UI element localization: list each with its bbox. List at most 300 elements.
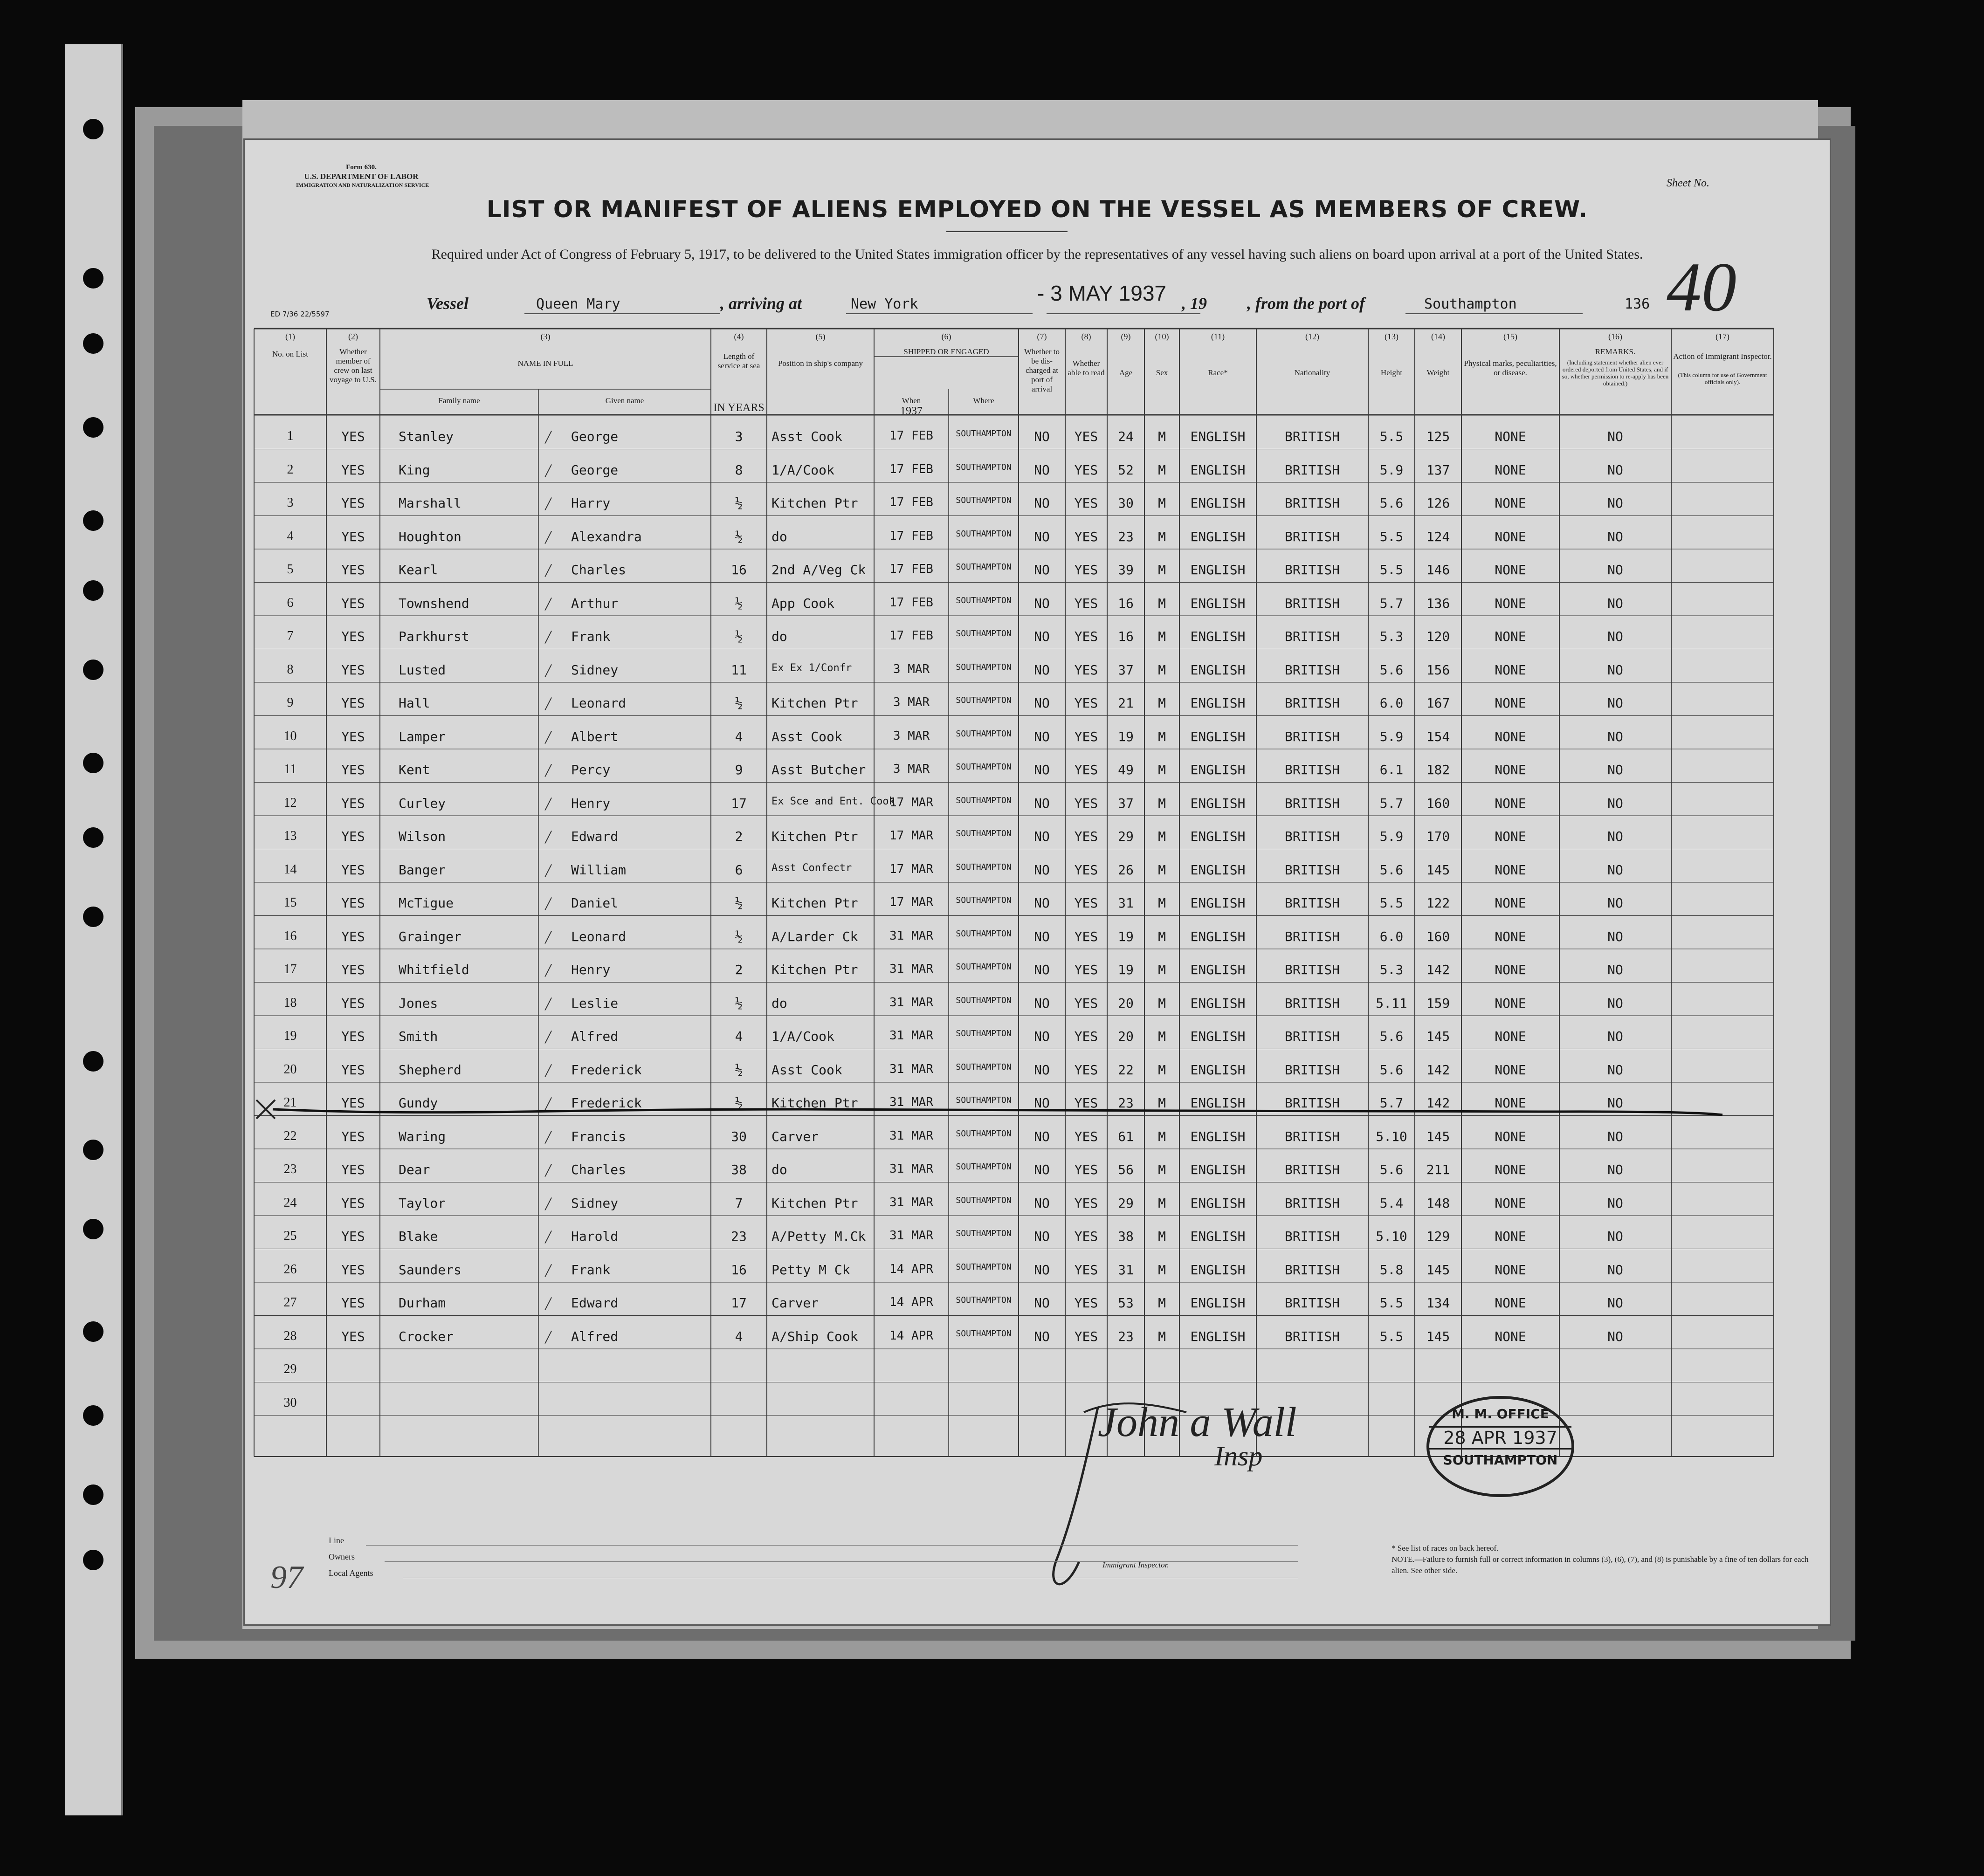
- family-name: King: [399, 462, 430, 478]
- family-name: Lamper: [399, 728, 446, 744]
- physical-marks: NONE: [1495, 1328, 1526, 1344]
- physical-marks: NONE: [1495, 928, 1526, 944]
- binder-hole: [83, 1140, 103, 1160]
- remarks: NO: [1607, 895, 1623, 911]
- check-mark: /: [545, 1293, 551, 1314]
- check-mark: /: [545, 560, 551, 581]
- shipped-place: SOUTHAMPTON: [956, 662, 1012, 672]
- service-years: 16: [731, 562, 747, 577]
- service-years: ½: [735, 1095, 743, 1111]
- row-number: 1: [287, 429, 294, 443]
- given-name: Arthur: [571, 595, 619, 611]
- shipped-place: SOUTHAMPTON: [956, 429, 1012, 439]
- check-mark: /: [545, 960, 551, 981]
- age: 26: [1118, 862, 1134, 878]
- race: ENGLISH: [1190, 762, 1246, 777]
- physical-marks: NONE: [1495, 595, 1526, 611]
- nationality: BRITISH: [1284, 962, 1340, 977]
- position: Asst Cook: [772, 429, 842, 444]
- remarks: NO: [1607, 1062, 1623, 1078]
- service-years: ½: [735, 495, 743, 511]
- position: Asst Confectr: [772, 862, 852, 874]
- remarks: NO: [1607, 728, 1623, 744]
- family-name: Smith: [399, 1029, 438, 1044]
- check-mark: /: [545, 760, 551, 781]
- binder-hole: [83, 268, 103, 289]
- shipped-place: SOUTHAMPTON: [956, 762, 1012, 772]
- shipped-place: SOUTHAMPTON: [956, 962, 1012, 972]
- remarks: NO: [1607, 595, 1623, 611]
- stamp-bottom: SOUTHAMPTON: [1443, 1452, 1558, 1468]
- age: 30: [1118, 495, 1134, 511]
- nationality: BRITISH: [1284, 429, 1340, 444]
- sex: M: [1158, 1062, 1166, 1078]
- shipped-place: SOUTHAMPTON: [956, 462, 1012, 472]
- shipped-date: 31 MAR: [889, 1229, 933, 1243]
- column-number: (4): [734, 332, 744, 341]
- nationality: BRITISH: [1284, 495, 1340, 511]
- check-mark: /: [545, 726, 551, 748]
- physical-marks: NONE: [1495, 1128, 1526, 1144]
- height: 5.10: [1376, 1229, 1407, 1244]
- shipped-date: 14 APR: [889, 1262, 933, 1276]
- discharged-flag: NO: [1034, 795, 1050, 811]
- page-title: LIST OR MANIFEST OF ALIENS EMPLOYED ON THE VESSEL AS MEMBERS OF CREW.: [486, 196, 1588, 223]
- weight: 160: [1426, 795, 1450, 811]
- physical-marks: NONE: [1495, 728, 1526, 744]
- shipped-date: 17 FEB: [889, 529, 933, 543]
- nationality: BRITISH: [1284, 995, 1340, 1011]
- stamp-date: 28 APR 1937: [1429, 1426, 1571, 1450]
- shipped-place: SOUTHAMPTON: [956, 862, 1012, 872]
- check-mark: /: [545, 1059, 551, 1081]
- weight: 146: [1426, 562, 1450, 577]
- physical-marks: NONE: [1495, 1229, 1526, 1244]
- can-read-flag: YES: [1074, 662, 1098, 678]
- family-name: Lusted: [399, 662, 446, 678]
- remarks: NO: [1607, 1029, 1623, 1044]
- shipped-date: 17 MAR: [889, 795, 933, 810]
- can-read-flag: YES: [1074, 529, 1098, 544]
- given-name: Harold: [571, 1229, 619, 1244]
- physical-marks: NONE: [1495, 495, 1526, 511]
- race: ENGLISH: [1190, 1162, 1246, 1177]
- crew-member-flag: YES: [341, 928, 365, 944]
- discharged-flag: NO: [1034, 662, 1050, 678]
- sex: M: [1158, 1328, 1166, 1344]
- given-name: Edward: [571, 829, 619, 844]
- crew-member-flag: YES: [341, 762, 365, 777]
- requirement-text: Required under Act of Congress of February 5, 1917, to be delivered to the United States immigration officer by the representatives of any vessel having such aliens on board upon arrival at a port of the United States.: [431, 247, 1643, 262]
- age: 22: [1118, 1062, 1134, 1078]
- given-name: Alfred: [571, 1029, 619, 1044]
- height: 5.4: [1379, 1195, 1404, 1211]
- manifest-sheet: [245, 140, 1830, 1624]
- column-number: (7): [1037, 332, 1047, 341]
- can-read-flag: YES: [1074, 695, 1098, 711]
- header-shipped: SHIPPED OR ENGAGED: [903, 347, 989, 356]
- nationality: BRITISH: [1284, 1095, 1340, 1111]
- can-read-flag: YES: [1074, 1295, 1098, 1311]
- race: ENGLISH: [1190, 829, 1246, 844]
- position: Kitchen Ptr: [772, 695, 858, 711]
- crew-member-flag: YES: [341, 1029, 365, 1044]
- physical-marks: NONE: [1495, 1095, 1526, 1111]
- race: ENGLISH: [1190, 1328, 1246, 1344]
- weight: 159: [1426, 995, 1450, 1011]
- remarks: NO: [1607, 429, 1623, 444]
- weight: 145: [1426, 1128, 1450, 1144]
- discharged-flag: NO: [1034, 1095, 1050, 1111]
- can-read-flag: YES: [1074, 1062, 1098, 1078]
- binder-hole: [83, 580, 103, 601]
- shipped-place: SOUTHAMPTON: [956, 495, 1012, 505]
- family-name: Kearl: [399, 562, 438, 577]
- column-number: (8): [1081, 332, 1091, 341]
- given-name: Alexandra: [571, 529, 642, 544]
- can-read-flag: YES: [1074, 562, 1098, 577]
- sex: M: [1158, 1195, 1166, 1211]
- shipped-place: SOUTHAMPTON: [956, 1195, 1012, 1205]
- weight: 145: [1426, 862, 1450, 878]
- check-mark: /: [545, 1126, 551, 1148]
- shipped-date: 31 MAR: [889, 1162, 933, 1176]
- service-years: ½: [735, 995, 743, 1011]
- row-number: 15: [283, 895, 297, 910]
- position: Petty M Ck: [772, 1262, 850, 1278]
- shipped-place: SOUTHAMPTON: [956, 728, 1012, 739]
- discharged-flag: NO: [1034, 895, 1050, 911]
- crew-member-flag: YES: [341, 629, 365, 644]
- nationality: BRITISH: [1284, 662, 1340, 678]
- discharged-flag: NO: [1034, 1162, 1050, 1177]
- binder-hole: [83, 1219, 103, 1239]
- physical-marks: NONE: [1495, 1062, 1526, 1078]
- service-years: 7: [735, 1195, 743, 1211]
- position: Kitchen Ptr: [772, 1195, 858, 1211]
- binder-hole: [83, 1484, 103, 1505]
- given-name: Charles: [571, 1162, 627, 1177]
- weight: 126: [1426, 495, 1450, 511]
- check-mark: /: [545, 1093, 551, 1114]
- physical-marks: NONE: [1495, 529, 1526, 544]
- height: 6.0: [1379, 928, 1404, 944]
- shipped-date: 17 MAR: [889, 895, 933, 909]
- height: 5.7: [1379, 795, 1404, 811]
- given-name: Frederick: [571, 1095, 642, 1111]
- discharged-flag: NO: [1034, 1062, 1050, 1078]
- race: ENGLISH: [1190, 595, 1246, 611]
- family-name: Kent: [399, 762, 430, 777]
- remarks: NO: [1607, 529, 1623, 544]
- shipped-date: 17 MAR: [889, 829, 933, 843]
- remarks: NO: [1607, 1229, 1623, 1244]
- shipped-date: 31 MAR: [889, 1195, 933, 1209]
- list-number: 136: [1625, 296, 1650, 312]
- row-number: 6: [287, 595, 294, 610]
- crew-member-flag: YES: [341, 562, 365, 577]
- family-name: Curley: [399, 795, 446, 811]
- race: ENGLISH: [1190, 895, 1246, 911]
- given-name: Percy: [571, 762, 611, 777]
- row-number: 5: [287, 562, 294, 577]
- discharged-flag: NO: [1034, 462, 1050, 478]
- family-name: Waring: [399, 1128, 446, 1144]
- race: ENGLISH: [1190, 629, 1246, 644]
- crew-member-flag: YES: [341, 995, 365, 1011]
- sex: M: [1158, 1128, 1166, 1144]
- remarks: NO: [1607, 1095, 1623, 1111]
- shipped-date: 14 APR: [889, 1295, 933, 1309]
- age: 53: [1118, 1295, 1134, 1311]
- height: 5.7: [1379, 1095, 1404, 1111]
- age: 16: [1118, 595, 1134, 611]
- can-read-flag: YES: [1074, 795, 1098, 811]
- service-years: ½: [735, 529, 743, 544]
- age: 56: [1118, 1162, 1134, 1177]
- position: Kitchen Ptr: [772, 1095, 858, 1111]
- row-number: 2: [287, 462, 294, 477]
- can-read-flag: YES: [1074, 995, 1098, 1011]
- given-name: Albert: [571, 728, 619, 744]
- binder-hole: [83, 417, 103, 438]
- column-number: (13): [1385, 332, 1398, 341]
- weight: 211: [1426, 1162, 1450, 1177]
- shipped-date: 31 MAR: [889, 1095, 933, 1109]
- can-read-flag: YES: [1074, 1095, 1098, 1111]
- nationality: BRITISH: [1284, 928, 1340, 944]
- discharged-flag: NO: [1034, 495, 1050, 511]
- race: ENGLISH: [1190, 529, 1246, 544]
- nationality: BRITISH: [1284, 1162, 1340, 1177]
- height: 5.5: [1379, 895, 1404, 911]
- header-age: Age: [1119, 368, 1133, 377]
- row-number: 22: [283, 1128, 297, 1143]
- family-name: Blake: [399, 1229, 438, 1244]
- nationality: BRITISH: [1284, 629, 1340, 644]
- header-position: Position in ship's company: [778, 359, 863, 368]
- shipped-place: SOUTHAMPTON: [956, 1128, 1012, 1139]
- header-race: Race*: [1208, 368, 1228, 377]
- nationality: BRITISH: [1284, 1328, 1340, 1344]
- binder-hole: [83, 1051, 103, 1072]
- remarks: NO: [1607, 762, 1623, 777]
- family-name: Wilson: [399, 829, 446, 844]
- inspector-label: Immigrant Inspector.: [1102, 1560, 1169, 1569]
- header-where: Where: [973, 396, 994, 405]
- row-number: 20: [283, 1062, 297, 1077]
- race: ENGLISH: [1190, 495, 1246, 511]
- row-number: 17: [283, 962, 297, 976]
- weight: 145: [1426, 1328, 1450, 1344]
- shipped-date: 17 FEB: [889, 495, 933, 509]
- shipped-date: 17 FEB: [889, 629, 933, 643]
- age: 29: [1118, 829, 1134, 844]
- can-read-flag: YES: [1074, 962, 1098, 977]
- discharged-flag: NO: [1034, 1262, 1050, 1278]
- crew-member-flag: YES: [341, 795, 365, 811]
- check-mark: /: [545, 660, 551, 681]
- service-years: 9: [735, 762, 743, 777]
- age: 37: [1118, 795, 1134, 811]
- departure-port: Southampton: [1424, 296, 1517, 312]
- sex: M: [1158, 1295, 1166, 1311]
- discharged-flag: NO: [1034, 962, 1050, 977]
- sex: M: [1158, 762, 1166, 777]
- given-name: Henry: [571, 962, 611, 977]
- arrival-date-stamp: - 3 MAY 1937: [1037, 281, 1167, 305]
- remarks: NO: [1607, 662, 1623, 678]
- physical-marks: NONE: [1495, 462, 1526, 478]
- service-years: 4: [735, 728, 743, 744]
- family-name: Houghton: [399, 529, 462, 544]
- age: 21: [1118, 695, 1134, 711]
- binder-hole: [83, 660, 103, 680]
- crew-member-flag: YES: [341, 1295, 365, 1311]
- physical-marks: NONE: [1495, 962, 1526, 977]
- remarks: NO: [1607, 462, 1623, 478]
- height: 5.5: [1379, 1328, 1404, 1344]
- can-read-flag: YES: [1074, 495, 1098, 511]
- race: ENGLISH: [1190, 1195, 1246, 1211]
- age: 52: [1118, 462, 1134, 478]
- service-years: ½: [735, 928, 743, 944]
- sex: M: [1158, 1029, 1166, 1044]
- height: 5.6: [1379, 662, 1404, 678]
- discharged-flag: NO: [1034, 595, 1050, 611]
- shipped-place: SOUTHAMPTON: [956, 1062, 1012, 1072]
- can-read-flag: YES: [1074, 895, 1098, 911]
- family-name: Gundy: [399, 1095, 438, 1111]
- column-number: (1): [285, 332, 295, 341]
- sex: M: [1158, 728, 1166, 744]
- discharged-flag: NO: [1034, 629, 1050, 644]
- given-name: Charles: [571, 562, 627, 577]
- nationality: BRITISH: [1284, 762, 1340, 777]
- family-name: Banger: [399, 862, 446, 878]
- height: 5.8: [1379, 1262, 1404, 1278]
- header-length-service: Length of service at sea: [717, 352, 760, 370]
- binder-hole: [83, 1405, 103, 1426]
- service-years: 2: [735, 962, 743, 977]
- handwritten-sheet-number: 40: [1667, 248, 1736, 326]
- shipped-place: SOUTHAMPTON: [956, 529, 1012, 539]
- can-read-flag: YES: [1074, 728, 1098, 744]
- check-mark: /: [545, 893, 551, 914]
- race: ENGLISH: [1190, 662, 1246, 678]
- given-name: William: [571, 862, 627, 878]
- given-name: Sidney: [571, 662, 619, 678]
- row-number: 23: [283, 1162, 297, 1176]
- nationality: BRITISH: [1284, 829, 1340, 844]
- check-mark: /: [545, 1193, 551, 1214]
- height: 5.6: [1379, 1029, 1404, 1044]
- discharged-flag: NO: [1034, 529, 1050, 544]
- binder-hole: [83, 119, 103, 139]
- age: 23: [1118, 529, 1134, 544]
- race: ENGLISH: [1190, 1029, 1246, 1044]
- age: 19: [1118, 962, 1134, 977]
- service-years: ½: [735, 595, 743, 611]
- pencil-number: 97: [270, 1560, 303, 1595]
- race: ENGLISH: [1190, 1095, 1246, 1111]
- service-years: 11: [731, 662, 747, 678]
- nationality: BRITISH: [1284, 795, 1340, 811]
- inspector-signature: John a Wall: [1098, 1399, 1297, 1445]
- discharged-flag: NO: [1034, 728, 1050, 744]
- binder-hole: [83, 1550, 103, 1570]
- column-number: (10): [1155, 332, 1169, 341]
- sex: M: [1158, 1095, 1166, 1111]
- column-number: (14): [1431, 332, 1445, 341]
- service-years: ½: [735, 695, 743, 711]
- weight: 142: [1426, 1062, 1450, 1078]
- weight: 170: [1426, 829, 1450, 844]
- weight: 134: [1426, 1295, 1450, 1311]
- discharged-flag: NO: [1034, 1128, 1050, 1144]
- footer-line-label: Line: [329, 1536, 344, 1545]
- header-nationality: Nationality: [1294, 368, 1330, 377]
- race: ENGLISH: [1190, 695, 1246, 711]
- height: 5.11: [1376, 995, 1407, 1011]
- given-name: George: [571, 462, 619, 478]
- weight: 120: [1426, 629, 1450, 644]
- sex: M: [1158, 595, 1166, 611]
- physical-marks: NONE: [1495, 562, 1526, 577]
- row-number: 12: [283, 795, 297, 810]
- crew-member-flag: YES: [341, 1195, 365, 1211]
- family-name: Dear: [399, 1162, 430, 1177]
- binding-strip: [65, 44, 123, 1815]
- year-label: , 19: [1182, 294, 1207, 313]
- remarks: NO: [1607, 1128, 1623, 1144]
- can-read-flag: YES: [1074, 1229, 1098, 1244]
- shipped-date: 3 MAR: [893, 728, 930, 743]
- height: 6.0: [1379, 695, 1404, 711]
- crew-member-flag: YES: [341, 595, 365, 611]
- sex: M: [1158, 829, 1166, 844]
- position: Asst Butcher: [772, 762, 866, 777]
- nationality: BRITISH: [1284, 1029, 1340, 1044]
- height: 5.9: [1379, 728, 1404, 744]
- header-no-on-list: No. on List: [272, 350, 308, 358]
- race: ENGLISH: [1190, 862, 1246, 878]
- sex: M: [1158, 695, 1166, 711]
- height: 5.6: [1379, 1162, 1404, 1177]
- weight: 167: [1426, 695, 1450, 711]
- family-name: McTigue: [399, 895, 454, 911]
- height: 5.9: [1379, 829, 1404, 844]
- given-name: Daniel: [571, 895, 619, 911]
- inspector-title: Insp: [1214, 1441, 1263, 1471]
- remarks: NO: [1607, 962, 1623, 977]
- shipped-place: SOUTHAMPTON: [956, 1229, 1012, 1238]
- remarks: NO: [1607, 795, 1623, 811]
- header-crew-member: Whether member of crew on last voyage to U.S.: [329, 347, 377, 384]
- given-name: Edward: [571, 1295, 619, 1311]
- height: 5.7: [1379, 595, 1404, 611]
- shipped-place: SOUTHAMPTON: [956, 695, 1012, 705]
- race: ENGLISH: [1190, 1295, 1246, 1311]
- age: 61: [1118, 1128, 1134, 1144]
- physical-marks: NONE: [1495, 795, 1526, 811]
- weight: 160: [1426, 928, 1450, 944]
- sex: M: [1158, 495, 1166, 511]
- row-number: 26: [283, 1262, 297, 1277]
- given-name: Leslie: [571, 995, 619, 1011]
- row-number: 7: [287, 629, 294, 643]
- shipped-place: SOUTHAMPTON: [956, 1295, 1012, 1305]
